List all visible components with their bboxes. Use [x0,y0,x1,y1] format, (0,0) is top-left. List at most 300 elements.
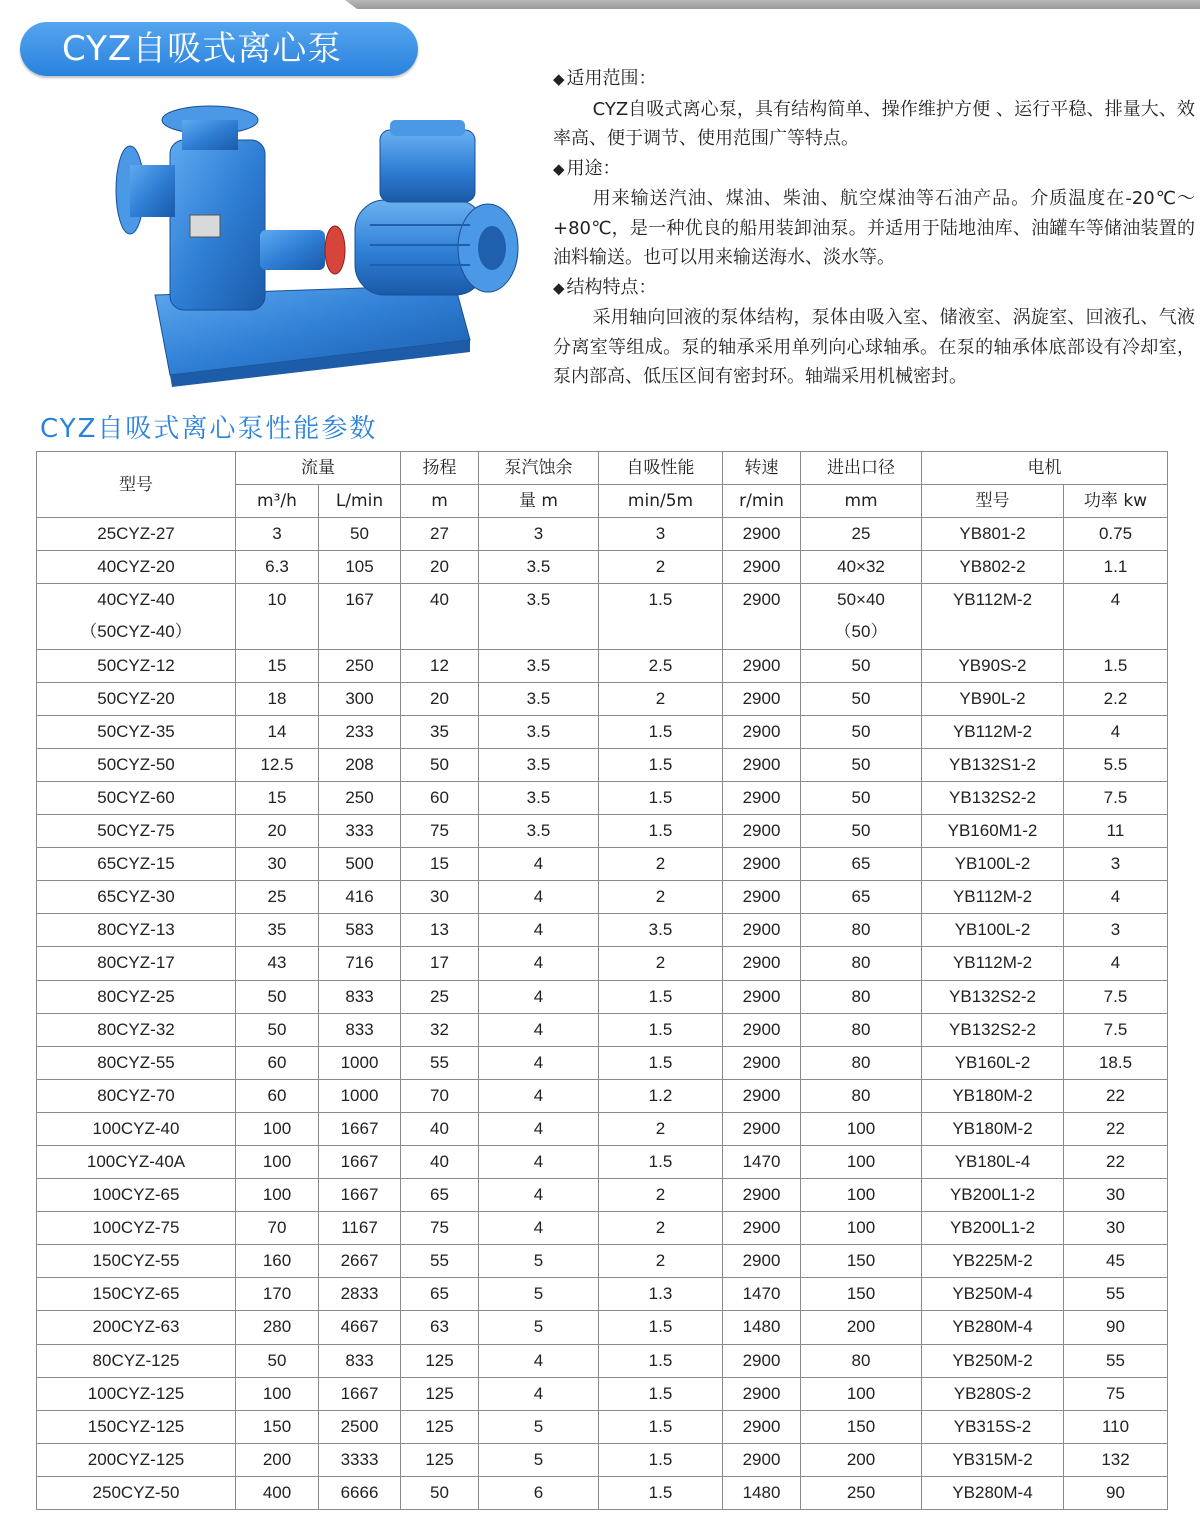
cell-diameter: 100 [801,1179,922,1212]
cell-npsh: 4 [479,1046,599,1079]
cell-npsh: 4 [479,881,599,914]
cell-speed: 2900 [723,1112,801,1145]
cell-head: 50 [401,1476,479,1509]
cell-head: 125 [401,1410,479,1443]
header-head: 扬程 [401,452,479,485]
cell-motor-model: YB132S1-2 [922,748,1064,781]
cell-selfprime: 1.5 [599,1344,723,1377]
cell-npsh: 3.5 [479,715,599,748]
cell-selfprime: 2 [599,1212,723,1245]
cell-speed: 2900 [723,815,801,848]
cell-npsh: 4 [479,1013,599,1046]
cell-npsh: 5 [479,1278,599,1311]
cell-speed: 2900 [723,584,801,649]
cell-selfprime: 1.5 [599,781,723,814]
cell-head: 12 [401,649,479,682]
cell-model: 50CYZ-60 [37,781,236,814]
cell-model: 50CYZ-20 [37,682,236,715]
table-row [37,715,1168,748]
cell-motor-model: YB180M-2 [922,1112,1064,1145]
header-selfprime-unit: min/5m [599,485,723,518]
cell-model: 100CYZ-75 [37,1212,236,1245]
cell-model: 80CYZ-25 [37,980,236,1013]
cell-motor-power: 4 [1064,947,1168,980]
cell-model: 150CYZ-65 [37,1278,236,1311]
cell-diameter: 80 [801,1013,922,1046]
cell-motor-model: YB280S-2 [922,1377,1064,1410]
cell-npsh: 5 [479,1443,599,1476]
cell-motor-power: 3 [1064,848,1168,881]
cell-diameter: 40×32 [801,551,922,584]
cell-diameter: 100 [801,1145,922,1178]
cell-npsh: 3.5 [479,781,599,814]
cell-diameter: 100 [801,1212,922,1245]
section-heading-structure: ◆ 结构特点： [553,276,657,298]
cell-speed: 2900 [723,1377,801,1410]
cell-motor-power: 4 [1064,715,1168,748]
cell-motor-model: YB180M-2 [922,1079,1064,1112]
table-row [37,551,1168,584]
cell-flow-m3h: 30 [236,848,319,881]
table-row [37,881,1168,914]
cell-selfprime: 2 [599,848,723,881]
cell-model: 80CYZ-17 [37,947,236,980]
cell-motor-power: 55 [1064,1344,1168,1377]
cell-npsh: 4 [479,1079,599,1112]
cell-speed: 2900 [723,1013,801,1046]
cell-diameter: 50 [801,715,922,748]
cell-head: 55 [401,1046,479,1079]
cell-model: 250CYZ-50 [37,1476,236,1509]
cell-flow-m3h: 100 [236,1145,319,1178]
cell-diameter: 80 [801,1344,922,1377]
cell-flow-lmin: 1000 [319,1046,401,1079]
cell-speed: 2900 [723,1046,801,1079]
cell-flow-lmin: 300 [319,682,401,715]
cell-diameter: 50 [801,748,922,781]
cell-model: 80CYZ-13 [37,914,236,947]
header-motor: 电机 [922,452,1168,485]
cell-speed: 2900 [723,1443,801,1476]
cell-speed: 2900 [723,1179,801,1212]
cell-npsh: 4 [479,980,599,1013]
cell-speed: 1470 [723,1145,801,1178]
cell-motor-model: YB200L1-2 [922,1212,1064,1245]
cell-npsh: 4 [479,848,599,881]
cell-model: 50CYZ-35 [37,715,236,748]
cell-diameter: 65 [801,848,922,881]
cell-selfprime: 1.5 [599,1443,723,1476]
cell-motor-power: 2.2 [1064,682,1168,715]
cell-head: 20 [401,682,479,715]
cell-diameter: 50 [801,649,922,682]
cell-motor-model: YB315M-2 [922,1443,1064,1476]
table-row [37,584,1168,649]
cell-model: 80CYZ-70 [37,1079,236,1112]
cell-motor-model: YB112M-2 [922,947,1064,980]
cell-model: 100CYZ-65 [37,1179,236,1212]
cell-motor-power: 0.75 [1064,518,1168,551]
cell-model: 150CYZ-55 [37,1245,236,1278]
header-head-unit: m [401,485,479,518]
cell-flow-m3h: 150 [236,1410,319,1443]
cell-flow-m3h: 35 [236,914,319,947]
diamond-bullet-icon: ◆ [553,159,565,178]
cell-motor-power: 55 [1064,1278,1168,1311]
cell-speed: 2900 [723,1212,801,1245]
cell-diameter: 100 [801,1377,922,1410]
cell-head: 50 [401,748,479,781]
cell-diameter: 150 [801,1410,922,1443]
cell-speed: 2900 [723,947,801,980]
cell-flow-m3h: 50 [236,1013,319,1046]
cell-npsh: 4 [479,914,599,947]
cell-model: 50CYZ-12 [37,649,236,682]
diamond-bullet-icon: ◆ [553,278,565,297]
table-row [37,848,1168,881]
cell-npsh: 4 [479,1112,599,1145]
cell-flow-m3h: 6.3 [236,551,319,584]
cell-speed: 2900 [723,715,801,748]
cell-head: 35 [401,715,479,748]
cell-flow-m3h: 70 [236,1212,319,1245]
cell-flow-lmin: 1667 [319,1377,401,1410]
cell-model: 200CYZ-125 [37,1443,236,1476]
cell-npsh: 3.5 [479,649,599,682]
cell-flow-m3h: 50 [236,980,319,1013]
cell-speed: 2900 [723,980,801,1013]
table-row [37,1145,1168,1178]
table-row [37,947,1168,980]
cell-flow-lmin: 4667 [319,1311,401,1344]
cell-flow-m3h: 100 [236,1112,319,1145]
cell-speed: 2900 [723,649,801,682]
cell-flow-lmin: 333 [319,815,401,848]
cell-selfprime: 1.5 [599,584,723,649]
cell-model: 100CYZ-40 [37,1112,236,1145]
cell-npsh: 3.5 [479,748,599,781]
cell-motor-model: YB112M-2 [922,715,1064,748]
cell-motor-power: 4 [1064,881,1168,914]
cell-diameter: 65 [801,881,922,914]
cell-motor-power: 22 [1064,1079,1168,1112]
cell-motor-model: YB801-2 [922,518,1064,551]
cell-diameter: 80 [801,1079,922,1112]
cell-model: 80CYZ-32 [37,1013,236,1046]
cell-selfprime: 1.5 [599,1410,723,1443]
header-flow: 流量 [236,452,401,485]
table-row [37,649,1168,682]
cell-head: 27 [401,518,479,551]
header-diameter-unit: mm [801,485,922,518]
cell-diameter: 50 [801,815,922,848]
cell-motor-model: YB250M-2 [922,1344,1064,1377]
cell-selfprime: 2 [599,1112,723,1145]
cell-head: 40 [401,584,479,649]
diamond-bullet-icon: ◆ [553,70,565,88]
cell-motor-power: 22 [1064,1145,1168,1178]
cell-motor-power: 18.5 [1064,1046,1168,1079]
cell-head: 125 [401,1344,479,1377]
table-row [37,1311,1168,1344]
cell-model: 150CYZ-125 [37,1410,236,1443]
cell-selfprime: 2 [599,1245,723,1278]
cell-motor-model: YB90L-2 [922,682,1064,715]
cell-motor-model: YB280M-4 [922,1311,1064,1344]
table-row [37,1212,1168,1245]
cell-flow-m3h: 170 [236,1278,319,1311]
table-row [37,781,1168,814]
header-npsh-unit: 量 m [479,485,599,518]
cell-flow-m3h: 12.5 [236,748,319,781]
cell-speed: 2900 [723,1344,801,1377]
cell-selfprime: 2 [599,947,723,980]
cell-flow-lmin: 833 [319,1344,401,1377]
cell-model: 40CYZ-20 [37,551,236,584]
cell-diameter: 200 [801,1443,922,1476]
cell-motor-power: 30 [1064,1212,1168,1245]
cell-flow-m3h: 160 [236,1245,319,1278]
cell-model: 50CYZ-75 [37,815,236,848]
cell-motor-power: 75 [1064,1377,1168,1410]
cell-flow-m3h: 10 [236,584,319,649]
table-row [37,1278,1168,1311]
cell-diameter: 80 [801,980,922,1013]
cell-flow-lmin: 105 [319,551,401,584]
table-row [37,815,1168,848]
cell-motor-model: YB132S2-2 [922,781,1064,814]
cell-motor-model: YB280M-4 [922,1476,1064,1509]
cell-model: 65CYZ-30 [37,881,236,914]
cell-npsh: 5 [479,1245,599,1278]
cell-selfprime: 2 [599,881,723,914]
cell-flow-lmin: 1000 [319,1079,401,1112]
cell-head: 32 [401,1013,479,1046]
cell-model: 200CYZ-63 [37,1311,236,1344]
cell-flow-lmin: 2667 [319,1245,401,1278]
cell-motor-power: 7.5 [1064,1013,1168,1046]
cell-npsh: 3.5 [479,551,599,584]
cell-speed: 2900 [723,1079,801,1112]
cell-flow-lmin: 250 [319,649,401,682]
cell-flow-lmin: 1667 [319,1112,401,1145]
cell-motor-power: 132 [1064,1443,1168,1476]
description [553,64,1195,392]
cell-model: 100CYZ-40A [37,1145,236,1178]
cell-motor-model: YB200L1-2 [922,1179,1064,1212]
performance-table [36,451,1168,1510]
cell-npsh: 4 [479,1377,599,1410]
pump-photo [100,90,530,390]
cell-selfprime: 2.5 [599,649,723,682]
cell-selfprime: 1.5 [599,1145,723,1178]
cell-motor-power: 30 [1064,1179,1168,1212]
cell-flow-lmin: 416 [319,881,401,914]
table-row [37,1112,1168,1145]
cell-flow-m3h: 280 [236,1311,319,1344]
cell-motor-model: YB180L-4 [922,1145,1064,1178]
cell-model: 80CYZ-55 [37,1046,236,1079]
cell-motor-model: YB100L-2 [922,848,1064,881]
cell-flow-lmin: 3333 [319,1443,401,1476]
cell-selfprime: 1.5 [599,1377,723,1410]
cell-flow-lmin: 500 [319,848,401,881]
cell-flow-m3h: 15 [236,649,319,682]
cell-speed: 2900 [723,848,801,881]
cell-npsh: 3.5 [479,584,599,649]
cell-speed: 2900 [723,682,801,715]
cell-head: 65 [401,1278,479,1311]
cell-speed: 2900 [723,518,801,551]
cell-npsh: 4 [479,1145,599,1178]
cell-head: 75 [401,815,479,848]
cell-motor-power: 110 [1064,1410,1168,1443]
cell-npsh: 5 [479,1410,599,1443]
cell-npsh: 3 [479,518,599,551]
cell-flow-m3h: 200 [236,1443,319,1476]
cell-diameter-alt: （50） [834,622,888,642]
cell-flow-m3h: 60 [236,1046,319,1079]
cell-flow-m3h: 15 [236,781,319,814]
cell-motor-model: YB90S-2 [922,649,1064,682]
cell-npsh: 6 [479,1476,599,1509]
cell-diameter: 80 [801,914,922,947]
cell-flow-lmin: 583 [319,914,401,947]
cell-motor-power: 4 [1064,584,1168,649]
cell-flow-lmin: 233 [319,715,401,748]
table-row [37,1476,1168,1509]
cell-selfprime: 1.2 [599,1079,723,1112]
cell-motor-model: YB160M1-2 [922,815,1064,848]
cell-head: 70 [401,1079,479,1112]
cell-model: 65CYZ-15 [37,848,236,881]
cell-motor-model: YB132S2-2 [922,980,1064,1013]
cell-speed: 1480 [723,1476,801,1509]
cell-motor-model: YB315S-2 [922,1410,1064,1443]
cell-model: 80CYZ-125 [37,1344,236,1377]
cell-motor-power: 90 [1064,1311,1168,1344]
cell-npsh: 4 [479,1212,599,1245]
section-text-scope: CYZ自吸式离心泵，具有结构简单、操作维护方便 、运行平稳、排量大、效率高、便于调节、使用范围广等特点。 [553,98,1195,149]
cell-motor-power: 22 [1064,1112,1168,1145]
section-text-usage: 用来输送汽油、煤油、柴油、航空煤油等石油产品。介质温度在-20℃～+80℃，是一种优良的船用装卸油泵。并适用于陆地油库、油罐车等储油装置的油料输送。也可以用来输送海水、淡水等。 [553,188,1195,268]
cell-motor-model: YB802-2 [922,551,1064,584]
cell-model: 50CYZ-50 [37,748,236,781]
cell-head: 65 [401,1179,479,1212]
cell-npsh: 4 [479,1179,599,1212]
cell-selfprime: 1.5 [599,815,723,848]
header-flow-lmin: L/min [319,485,401,518]
table-row [37,1410,1168,1443]
cell-head: 40 [401,1112,479,1145]
cell-motor-power: 1.5 [1064,649,1168,682]
cell-selfprime: 1.5 [599,748,723,781]
cell-flow-m3h: 100 [236,1377,319,1410]
cell-flow-lmin: 833 [319,1013,401,1046]
cell-motor-model: YB225M-2 [922,1245,1064,1278]
cell-head: 75 [401,1212,479,1245]
cell-selfprime: 1.5 [599,1046,723,1079]
cell-diameter: 150 [801,1278,922,1311]
table-row [37,1179,1168,1212]
cell-flow-m3h: 20 [236,815,319,848]
cell-speed: 2900 [723,551,801,584]
table-title: CYZ自吸式离心泵性能参数 [40,414,378,444]
cell-npsh: 3.5 [479,682,599,715]
top-decorative-stripe [345,0,1200,9]
cell-flow-lmin: 6666 [319,1476,401,1509]
cell-head: 60 [401,781,479,814]
cell-flow-m3h: 14 [236,715,319,748]
cell-selfprime: 2 [599,682,723,715]
cell-selfprime: 1.3 [599,1278,723,1311]
cell-speed: 2900 [723,748,801,781]
cell-head: 13 [401,914,479,947]
cell-motor-power: 7.5 [1064,781,1168,814]
header-flow-m3h: m³/h [236,485,319,518]
cell-model: 100CYZ-125 [37,1377,236,1410]
cell-flow-m3h: 43 [236,947,319,980]
cell-selfprime: 2 [599,551,723,584]
cell-motor-power: 5.5 [1064,748,1168,781]
table-row [37,914,1168,947]
cell-selfprime: 3.5 [599,914,723,947]
cell-selfprime: 3 [599,518,723,551]
cell-flow-lmin: 1667 [319,1179,401,1212]
cell-speed: 2900 [723,1410,801,1443]
cell-flow-m3h: 25 [236,881,319,914]
header-npsh: 泵汽蚀余 [479,452,599,485]
cell-selfprime: 1.5 [599,1311,723,1344]
cell-speed: 2900 [723,781,801,814]
table-header-row [37,452,1168,485]
cell-diameter: 150 [801,1245,922,1278]
cell-flow-m3h: 400 [236,1476,319,1509]
cell-npsh: 3.5 [479,815,599,848]
page-title: CYZ自吸式离心泵 [20,22,418,76]
cell-diameter: 25 [801,518,922,551]
table-row [37,1013,1168,1046]
cell-motor-power: 45 [1064,1245,1168,1278]
cell-flow-lmin: 167 [319,584,401,649]
table-row [37,980,1168,1013]
cell-flow-m3h: 18 [236,682,319,715]
cell-flow-m3h: 60 [236,1079,319,1112]
cell-diameter: 50 [801,781,922,814]
cell-flow-lmin: 208 [319,748,401,781]
cell-flow-lmin: 716 [319,947,401,980]
cell-head: 30 [401,881,479,914]
section-text-structure: 采用轴向回液的泵体结构，泵体由吸入室、储液室、涡旋室、回液孔、气液分离室等组成。泵的轴承采用单列向心球轴承。在泵的轴承体底部设有冷却室，泵内部高、低压区间有密封环。轴端采用机械密封。 [553,307,1195,387]
cell-motor-power: 1.1 [1064,551,1168,584]
header-selfprime: 自吸性能 [599,452,723,485]
cell-motor-model: YB250M-4 [922,1278,1064,1311]
cell-selfprime: 1.5 [599,715,723,748]
cell-head: 20 [401,551,479,584]
cell-flow-m3h: 3 [236,518,319,551]
table-row [37,1443,1168,1476]
header-model: 型号 [37,452,236,518]
cell-selfprime: 1.5 [599,980,723,1013]
cell-diameter: 50×40 （50） [801,584,922,649]
header-speed: 转速 [723,452,801,485]
cell-flow-lmin: 2500 [319,1410,401,1443]
cell-flow-lmin: 1667 [319,1145,401,1178]
cell-speed: 2900 [723,1245,801,1278]
cell-motor-model: YB160L-2 [922,1046,1064,1079]
cell-motor-power: 7.5 [1064,980,1168,1013]
cell-flow-m3h: 50 [236,1344,319,1377]
